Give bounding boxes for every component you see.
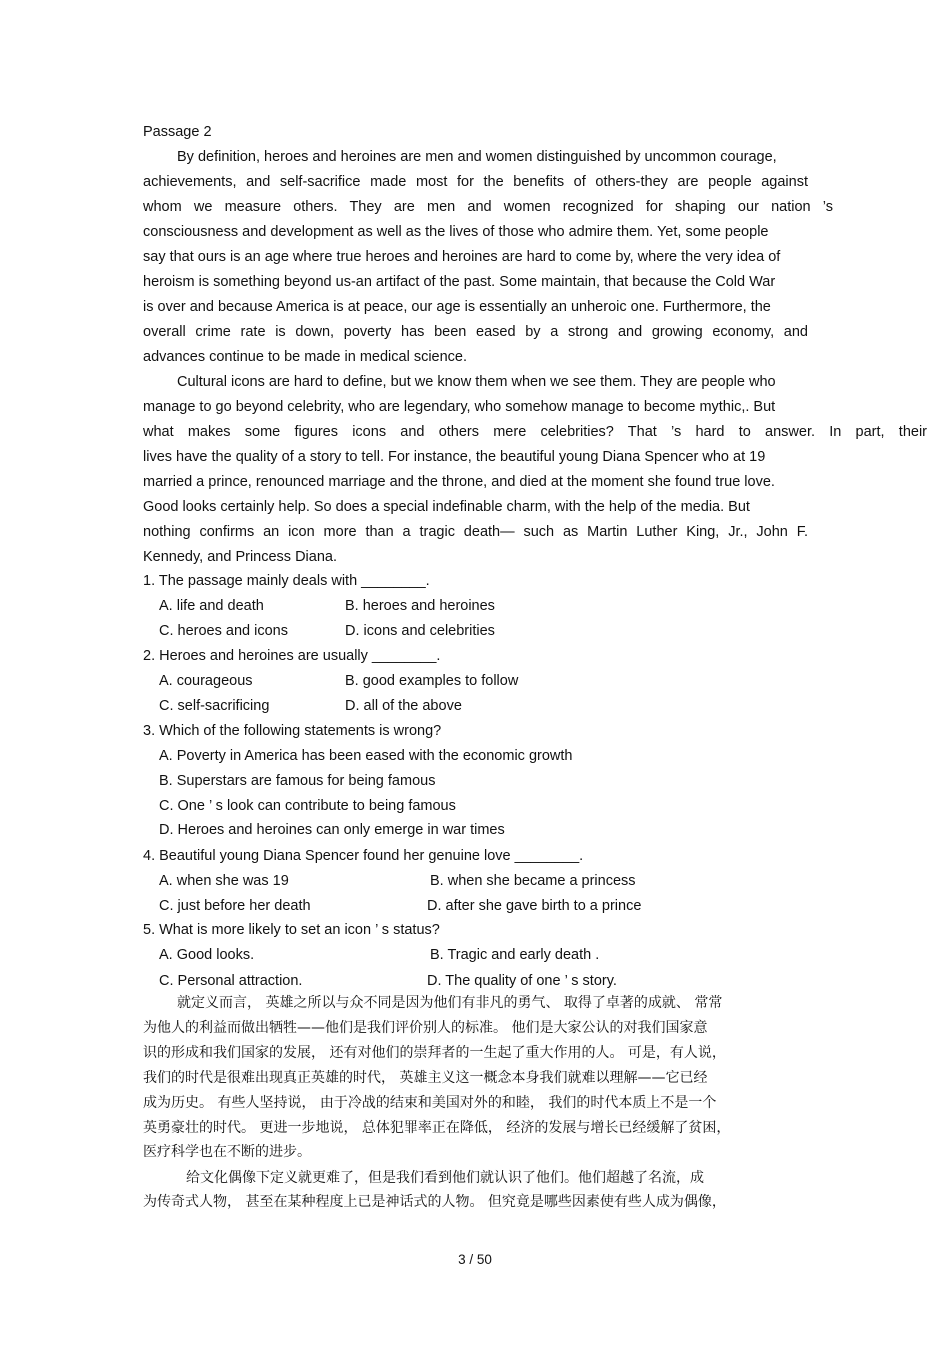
question-2-stem: 2. Heroes and heroines are usually ________.	[143, 648, 441, 664]
translation1-line: 英勇豪壮的时代。 更进一步地说， 总体犯罪率正在降低， 经济的发展与增长已经缓解了贫困，	[143, 1120, 731, 1136]
translation2-line: 为传奇式人物， 甚至在某种程度上已是神话式的人物。 但究竟是哪些因素使有些人成为偶像，	[143, 1194, 726, 1210]
question-2-option-b: B. good examples to follow	[345, 673, 519, 689]
paragraph1-line: consciousness and development as well as the lives of those who admire them. Yet, some people	[143, 224, 769, 240]
question-5-option-a: A. Good looks.	[159, 947, 255, 963]
question-3-option-d: D. Heroes and heroines can only emerge in war times	[159, 822, 505, 838]
question-1-option-d: D. icons and celebrities	[345, 623, 495, 639]
translation1-line: 识的形成和我们国家的发展， 还有对他们的崇拜者的一生起了重大作用的人。 可是，有人说，	[143, 1045, 726, 1061]
question-5-option-b: B. Tragic and early death .	[430, 947, 600, 963]
question-5-option-d: D. The quality of one ’ s story.	[427, 973, 617, 989]
question-1-option-a: A. life and death	[159, 598, 264, 614]
question-1-option-c: C. heroes and icons	[159, 623, 288, 639]
paragraph2-line: nothing confirms an icon more than a tragic death— such as Martin Luther King, Jr., John F.	[143, 524, 808, 540]
paragraph1-line: advances continue to be made in medical science.	[143, 349, 468, 365]
paragraph1-line: heroism is something beyond us-an artifact of the past. Some maintain, that because the Cold War	[143, 274, 776, 290]
question-1-stem: 1. The passage mainly deals with ________.	[143, 573, 430, 589]
translation1-line: 就定义而言， 英雄之所以与众不同是因为他们有非凡的勇气、 取得了卓著的成就、 常常	[177, 995, 723, 1011]
question-4-stem: 4. Beautiful young Diana Spencer found her genuine love ________.	[143, 848, 584, 864]
translation2-line: 给文化偶像下定义就更难了，但是我们看到他们就认识了他们。他们超越了名流，成	[186, 1170, 704, 1186]
page-number: 3 / 50	[458, 1252, 492, 1267]
question-3-option-c: C. One ’ s look can contribute to being famous	[159, 798, 456, 814]
question-2-option-a: A. courageous	[159, 673, 253, 689]
passage-title: Passage 2	[143, 124, 212, 140]
paragraph1-line: say that ours is an age where true heroes and heroines are hard to come by, where the very idea of	[143, 249, 781, 265]
paragraph2-line: what makes some figures icons and others mere celebrities? That ’s hard to answer. In part, their	[143, 424, 927, 440]
paragraph2-line: lives have the quality of a story to tell. For instance, the beautiful young Diana Spencer who at 19	[143, 449, 766, 465]
paragraph2-line: Kennedy, and Princess Diana.	[143, 549, 337, 565]
paragraph1-line: overall crime rate is down, poverty has been eased by a strong and growing economy, and	[143, 324, 808, 340]
translation1-line: 我们的时代是很难出现真正英雄的时代， 英雄主义这一概念本身我们就难以理解——它已经	[143, 1070, 708, 1086]
translation1-line: 为他人的利益而做出牺牲——他们是我们评价别人的标准。 他们是大家公认的对我们国家意	[143, 1020, 708, 1036]
question-4-option-b: B. when she became a princess	[430, 873, 636, 889]
question-4-option-a: A. when she was 19	[159, 873, 289, 889]
paragraph1-line: achievements, and self-sacrifice made most for the benefits of others-they are people against	[143, 174, 808, 190]
paragraph2-line: Good looks certainly help. So does a special indefinable charm, with the help of the media. But	[143, 499, 750, 515]
question-2-option-d: D. all of the above	[345, 698, 462, 714]
question-3-option-b: B. Superstars are famous for being famous	[159, 773, 436, 789]
question-4-option-c: C. just before her death	[159, 898, 311, 914]
question-3-stem: 3. Which of the following statements is wrong?	[143, 723, 442, 739]
paragraph2-line: manage to go beyond celebrity, who are legendary, who somehow manage to become mythic,. But	[143, 399, 776, 415]
paragraph1-line: By definition, heroes and heroines are men and women distinguished by uncommon courage,	[177, 149, 777, 165]
paragraph2-line: Cultural icons are hard to define, but we know them when we see them. They are people who	[177, 374, 776, 390]
translation1-line: 医疗科学也在不断的进步。	[143, 1144, 311, 1160]
paragraph2-line: married a prince, renounced marriage and the throne, and died at the moment she found true love.	[143, 474, 775, 490]
question-5-stem: 5. What is more likely to set an icon ’ s status?	[143, 922, 440, 938]
paragraph1-line: whom we measure others. They are men and women recognized for shaping our nation ’s	[143, 199, 833, 215]
question-4-option-d: D. after she gave birth to a prince	[427, 898, 642, 914]
question-2-option-c: C. self-sacrificing	[159, 698, 270, 714]
translation1-line: 成为历史。 有些人坚持说， 由于冷战的结束和美国对外的和睦， 我们的时代本质上不是一个	[143, 1095, 717, 1111]
paragraph1-line: is over and because America is at peace, our age is essentially an unheroic one. Furthermore, the	[143, 299, 771, 315]
question-3-option-a: A. Poverty in America has been eased with the economic growth	[159, 748, 573, 764]
question-5-option-c: C. Personal attraction.	[159, 973, 303, 989]
question-1-option-b: B. heroes and heroines	[345, 598, 495, 614]
